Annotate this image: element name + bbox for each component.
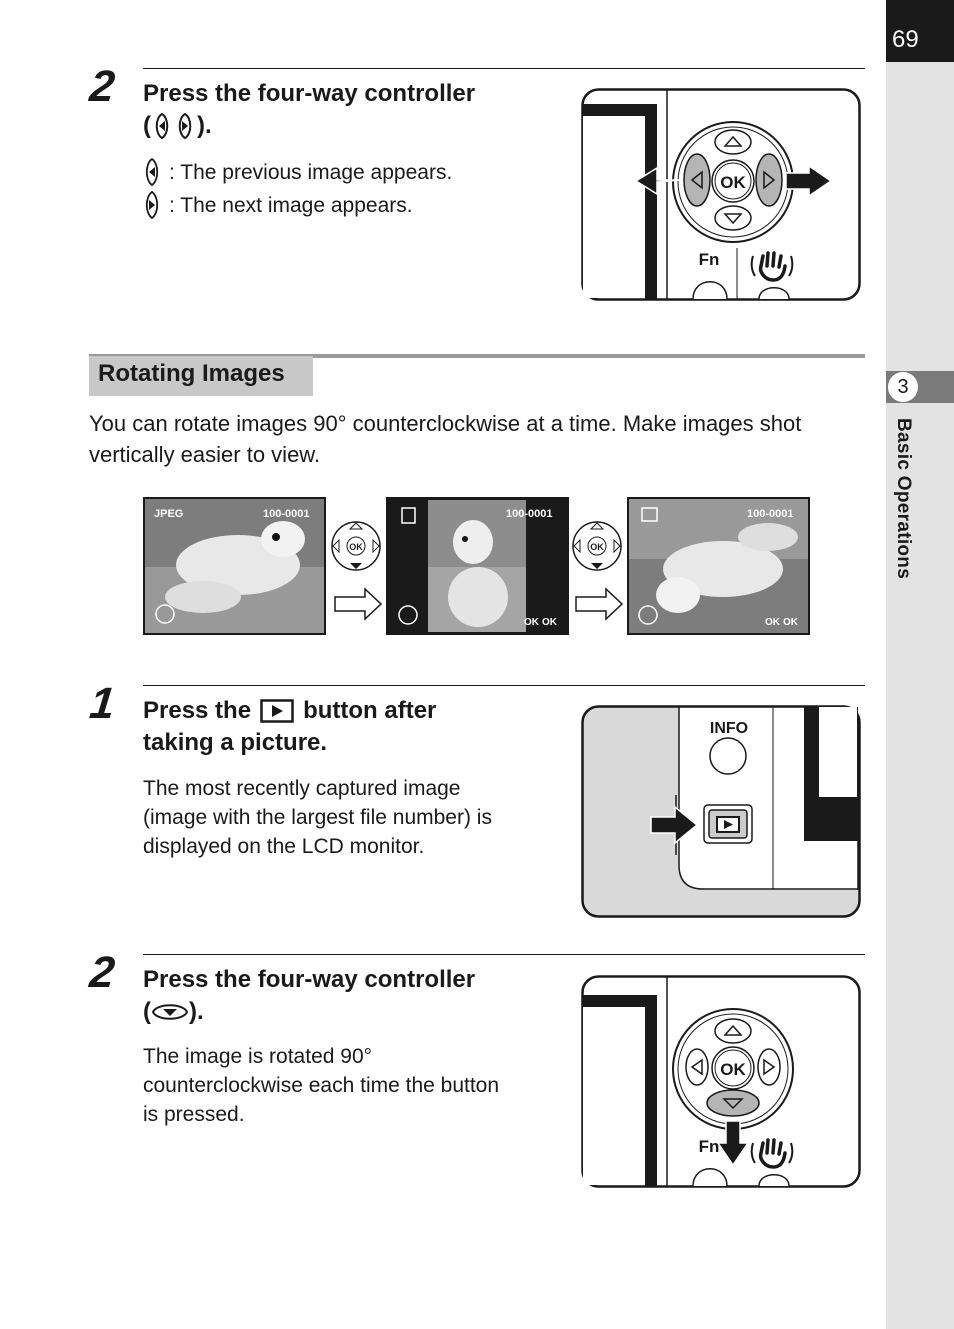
screen-rotated-twice (628, 498, 809, 634)
camera-controller-illustration (581, 88, 861, 301)
intro-line: You can rotate images 90° counterclockwise at a time. Make images shot (89, 411, 802, 436)
title-paren-open: ( (143, 112, 151, 139)
screen-original (144, 498, 325, 634)
left-arrow-key-icon (143, 157, 161, 187)
sidebar (886, 0, 954, 1329)
page-number: 69 (892, 26, 919, 53)
list-item-text: : The next image appears. (169, 193, 413, 217)
chapter-title: Basic Operations (893, 418, 914, 580)
body-line: counterclockwise each time the button (143, 1074, 500, 1097)
step-title-line1: Press the four-way controller (143, 966, 476, 993)
down-key-icon (151, 1000, 189, 1024)
file-number: 100-0001 (747, 508, 794, 520)
ok-button-label: OK (720, 1060, 746, 1079)
chapter-number: 3 (888, 372, 918, 402)
step-title-line2 (143, 996, 475, 1028)
body-line: The most recently captured image (143, 777, 461, 800)
list-item-text: : The previous image appears. (169, 160, 453, 184)
title-paren-close: ). (189, 998, 204, 1025)
step-title-line1 (143, 695, 436, 727)
ok-button-label: OK (720, 173, 746, 192)
fn-button-label: Fn (698, 250, 720, 269)
step-title (143, 964, 475, 1028)
ok-label: OK (783, 617, 798, 628)
step-title (143, 695, 436, 759)
title-text: Press the (143, 697, 252, 724)
screen-rotated-once (387, 498, 568, 634)
list-item (143, 190, 413, 220)
file-number: 100-0001 (263, 508, 310, 520)
body-line: The image is rotated 90° (143, 1045, 373, 1068)
step-number: 1 (87, 679, 118, 728)
rotation-sequence (143, 497, 810, 637)
info-button-label: INFO (709, 720, 749, 737)
step-number: 2 (87, 62, 118, 111)
title-text: button after (303, 697, 437, 724)
controller-down-icon (332, 522, 380, 570)
right-arrow-key-icon (143, 190, 161, 220)
step-body (143, 1042, 499, 1129)
step-divider (143, 685, 865, 686)
playback-button-illustration (581, 705, 861, 918)
playback-button-icon (260, 699, 294, 723)
body-line: (image with the largest file number) is (143, 806, 492, 829)
ok-label: OK (524, 617, 539, 628)
step-divider (143, 68, 865, 69)
fn-button-label: Fn (698, 1137, 720, 1156)
left-right-controller-icon (151, 112, 197, 140)
ok-label: OK (765, 617, 780, 628)
step-number: 2 (87, 948, 118, 997)
step-title (143, 78, 475, 142)
controller-ok-label: OK (349, 542, 363, 552)
step-title-line1: Press the four-way controller (143, 80, 476, 107)
title-paren-open: ( (143, 998, 151, 1025)
section-title: Rotating Images (98, 360, 285, 387)
ok-label: OK (542, 617, 557, 628)
next-arrow-icon (576, 589, 622, 619)
step-divider (143, 954, 865, 955)
controller-ok-label: OK (590, 542, 604, 552)
controller-down-icon (573, 522, 621, 570)
file-number: 100-0001 (506, 508, 553, 520)
section-intro (89, 408, 801, 470)
camera-controller-down-illustration (581, 975, 861, 1188)
body-line: is pressed. (143, 1103, 245, 1126)
step-title-line2: taking a picture. (143, 729, 328, 756)
list-item (143, 157, 452, 187)
step-body (143, 774, 492, 861)
step-title-line2 (143, 110, 475, 142)
body-line: displayed on the LCD monitor. (143, 835, 425, 858)
title-paren-close: ). (197, 112, 212, 139)
intro-line: vertically easier to view. (89, 442, 321, 467)
next-arrow-icon (335, 589, 381, 619)
format-label: JPEG (154, 508, 184, 520)
